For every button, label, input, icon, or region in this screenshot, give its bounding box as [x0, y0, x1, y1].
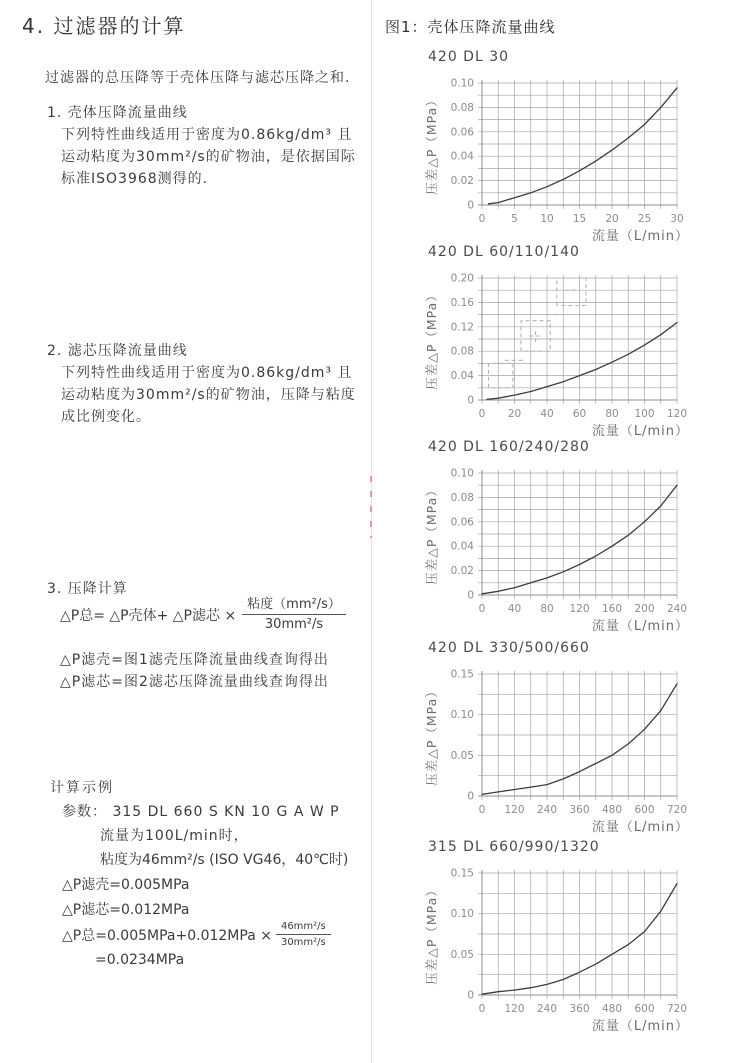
svg-text:600: 600 [634, 1003, 655, 1015]
svg-text:720: 720 [666, 1003, 688, 1015]
x-axis-label: 流量（L/min） [591, 229, 689, 243]
svg-text:240: 240 [666, 603, 688, 615]
example-total-result: =0.0234MPa [95, 952, 185, 968]
chart-420-dl-330-500-660 [420, 640, 732, 838]
formula-note-housing: △P滤壳=图1滤壳压降流量曲线查询得出 [60, 652, 329, 668]
formula-numerator: 粘度（mm²/s） [242, 596, 346, 615]
chart-420-dl-160-240-280 [420, 439, 732, 637]
svg-text:0.10: 0.10 [450, 467, 474, 480]
svg-text:0: 0 [467, 790, 474, 803]
example-viscosity-line: 粘度为46mm²/s (ISO VG46，40℃时) [100, 852, 349, 868]
section3-heading: 3. 压降计算 [47, 581, 128, 597]
svg-text:600: 600 [634, 804, 655, 816]
svg-text:0.15: 0.15 [450, 867, 474, 880]
intro-text: 过滤器的总压降等于壳体压降与滤芯压降之和. [45, 70, 351, 86]
svg-text:20: 20 [507, 408, 522, 420]
svg-text:0.08: 0.08 [450, 345, 474, 358]
section1-heading: 1. 壳体压降流量曲线 [47, 105, 188, 121]
example-result-housing: △P滤壳=0.005MPa [62, 877, 190, 893]
section2-body [61, 362, 356, 428]
svg-text:360: 360 [569, 804, 590, 816]
section1-line: 运动粘度为30mm²/s的矿物油，是依据国际 [61, 149, 356, 165]
svg-text:20: 20 [605, 213, 619, 225]
example-total-fraction [276, 920, 331, 949]
svg-text:160: 160 [601, 603, 623, 615]
chart-315-dl-660-990-1320 [420, 839, 732, 1037]
section2-line: 成比例变化。 [61, 409, 151, 425]
chart-plot [420, 861, 732, 1033]
section1-line: 标准ISO3968测得的. [61, 171, 209, 187]
example-total-denominator: 30mm²/s [280, 937, 326, 948]
svg-text:15: 15 [572, 213, 587, 225]
svg-text:120: 120 [569, 603, 590, 615]
page-title: 4. 过滤器的计算 [22, 14, 186, 38]
example-heading: 计算示例 [50, 780, 114, 796]
svg-text:5: 5 [511, 213, 518, 225]
figure1-header: 图1：壳体压降流量曲线 [385, 18, 556, 36]
svg-text:0: 0 [467, 199, 474, 212]
svg-text:0.05: 0.05 [450, 749, 474, 762]
svg-text:0.08: 0.08 [450, 491, 474, 504]
example-total-formula [62, 920, 331, 949]
svg-text:0: 0 [467, 394, 474, 407]
example-total-numerator: 46mm²/s [276, 920, 331, 935]
svg-text:40: 40 [507, 603, 522, 615]
chart-420-dl-60-110-140 [420, 244, 732, 442]
svg-text:0: 0 [467, 989, 474, 1002]
svg-text:40: 40 [540, 408, 554, 420]
svg-text:480: 480 [601, 804, 623, 816]
svg-text:100: 100 [634, 408, 655, 420]
example-flow-line: 流量为100L/min时， [100, 828, 249, 844]
svg-text:0.15: 0.15 [450, 668, 474, 681]
chart-plot [420, 71, 732, 243]
chart-title: 420 DL 330/500/660 [428, 640, 590, 656]
chart-plot [420, 266, 732, 438]
example-result-element: △P滤芯=0.012MPa [62, 902, 190, 918]
chart-plot [420, 662, 732, 834]
svg-text:0.06: 0.06 [450, 516, 474, 529]
formula-denominator: 30mm²/s [264, 617, 324, 632]
svg-text:0.20: 0.20 [450, 272, 474, 285]
svg-text:200: 200 [634, 603, 655, 615]
y-axis-label: 压差△P（MPa） [424, 483, 439, 585]
svg-text:30: 30 [670, 213, 684, 225]
chart-title: 315 DL 660/990/1320 [428, 839, 600, 855]
svg-text:0.05: 0.05 [450, 948, 474, 961]
svg-text:0: 0 [478, 804, 486, 816]
chart-title: 420 DL 60/110/140 [428, 244, 580, 260]
svg-text:0.10: 0.10 [450, 709, 474, 722]
section1-body [61, 124, 356, 190]
y-axis-label: 压差△P（MPa） [424, 288, 439, 390]
x-axis-label: 流量（L/min） [591, 1019, 689, 1033]
svg-text:0.02: 0.02 [450, 565, 474, 578]
svg-text:0.10: 0.10 [450, 908, 474, 921]
chart-title: 420 DL 30 [428, 49, 510, 65]
svg-text:0.06: 0.06 [450, 126, 474, 139]
svg-text:0.10: 0.10 [450, 77, 474, 90]
scan-fold-dashes [370, 476, 372, 538]
x-axis-label: 流量（L/min） [591, 619, 689, 633]
svg-text:360: 360 [569, 1003, 590, 1015]
formula-fraction [242, 596, 346, 633]
svg-text:0.12: 0.12 [450, 321, 474, 334]
x-axis-label: 流量（L/min） [591, 424, 689, 438]
formula-note-element: △P滤芯=图2滤芯压降流量曲线查询得出 [60, 674, 329, 690]
chart-title: 420 DL 160/240/280 [428, 439, 590, 455]
x-axis-label: 流量（L/min） [591, 820, 689, 834]
example-parameters: 参数： 315 DL 660 S KN 10 G A W P [62, 804, 340, 820]
pressure-drop-formula [60, 596, 346, 633]
svg-text:0.04: 0.04 [450, 370, 474, 383]
svg-text:0.08: 0.08 [450, 101, 474, 114]
svg-text:120: 120 [504, 804, 525, 816]
svg-text:120: 120 [666, 408, 688, 420]
svg-text:0.16: 0.16 [450, 296, 474, 309]
chart-plot [420, 461, 732, 633]
svg-text:0: 0 [478, 603, 486, 615]
svg-text:25: 25 [637, 213, 652, 225]
section2-line: 下列特性曲线适用于密度为0.86kg/dm³ 且 [61, 365, 353, 381]
example-total-lhs: △P总=0.005MPa+0.012MPa × [62, 927, 272, 944]
svg-text:0.02: 0.02 [450, 175, 474, 188]
svg-text:120: 120 [504, 1003, 525, 1015]
svg-text:240: 240 [536, 804, 558, 816]
y-axis-label: 压差△P（MPa） [424, 684, 439, 786]
svg-text:240: 240 [536, 1003, 558, 1015]
svg-text:0.04: 0.04 [450, 540, 474, 553]
svg-text:80: 80 [605, 408, 619, 420]
formula-lhs: △P总= △P壳体+ △P滤芯 × [60, 607, 237, 624]
svg-text:10: 10 [540, 213, 554, 225]
svg-text:0.04: 0.04 [450, 150, 474, 163]
y-axis-label: 压差△P（MPa） [424, 93, 439, 195]
section2-line: 运动粘度为30mm²/s的矿物油，压降与粘度 [61, 387, 356, 403]
curve [489, 88, 678, 204]
y-axis-label: 压差△P（MPa） [424, 883, 439, 985]
svg-text:60: 60 [572, 408, 587, 420]
svg-text:720: 720 [666, 804, 688, 816]
svg-text:0: 0 [467, 589, 474, 602]
svg-text:0: 0 [478, 408, 486, 420]
chart-420-dl-30 [420, 49, 732, 247]
svg-text:480: 480 [601, 1003, 623, 1015]
svg-text:80: 80 [540, 603, 554, 615]
section1-line: 下列特性曲线适用于密度为0.86kg/dm³ 且 [61, 127, 353, 143]
section2-heading: 2. 滤芯压降流量曲线 [47, 343, 188, 359]
svg-text:0: 0 [478, 213, 486, 225]
svg-text:0: 0 [478, 1003, 486, 1015]
